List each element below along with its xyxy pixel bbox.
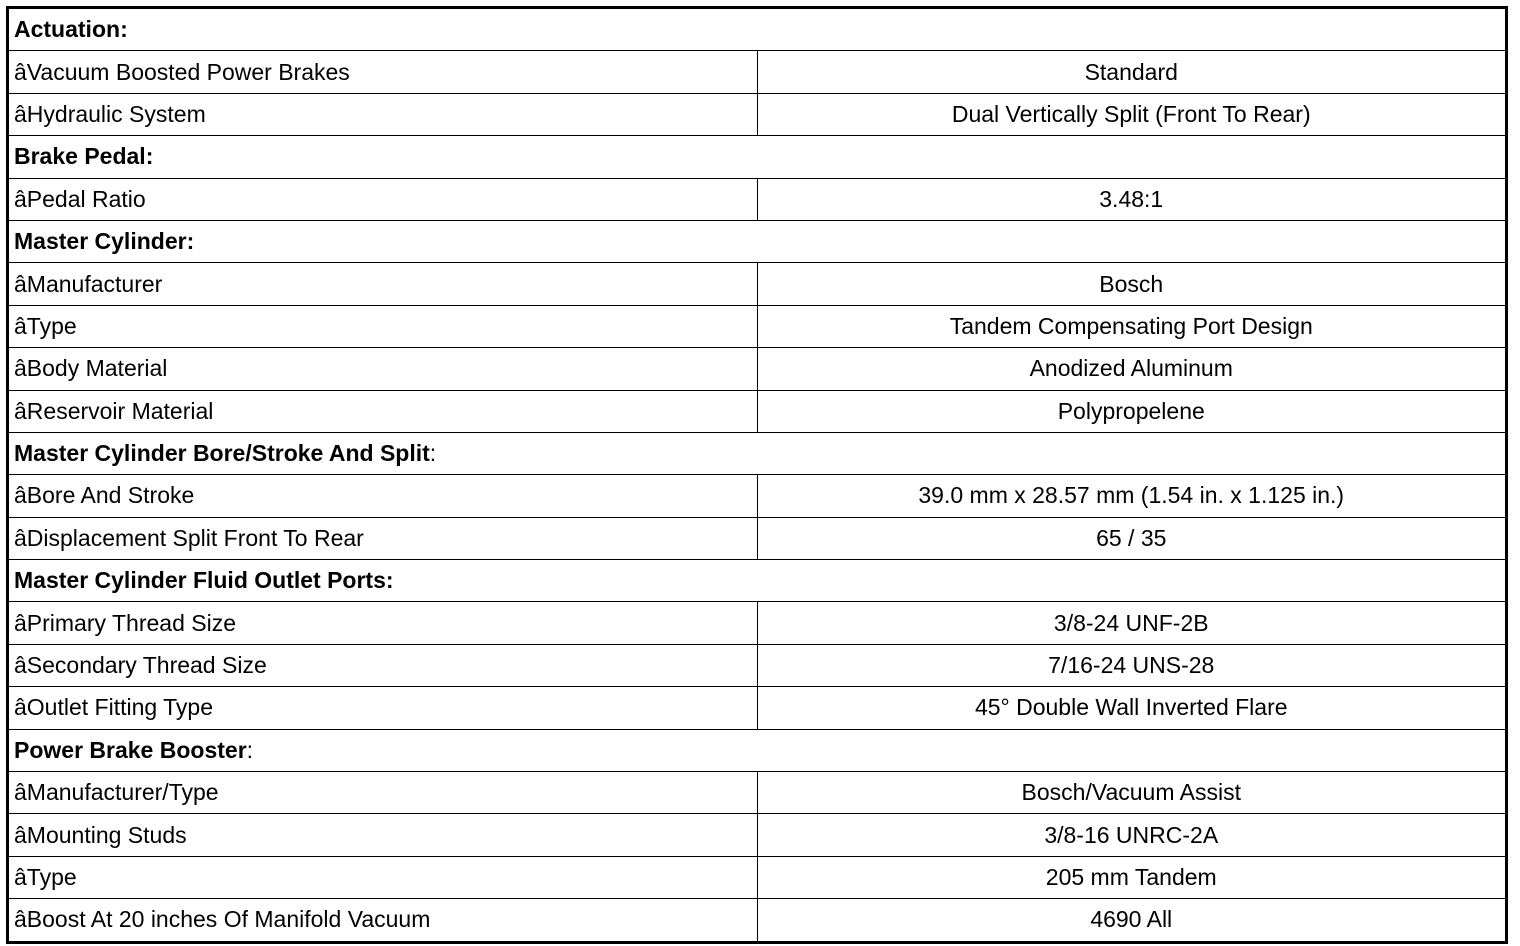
section-title-colon: :	[246, 736, 254, 763]
spec-row	[8, 856, 1507, 898]
spec-value: 3/8-24 UNF-2B	[757, 602, 1507, 644]
spec-label: âType	[8, 856, 758, 898]
section-header-row	[8, 729, 1507, 771]
section-title	[8, 136, 1507, 178]
spec-value: 39.0 mm x 28.57 mm (1.54 in. x 1.125 in.)	[757, 475, 1507, 517]
section-title	[8, 560, 1507, 602]
spec-row	[8, 475, 1507, 517]
spec-label: âBore And Stroke	[8, 475, 758, 517]
spec-label: âOutlet Fitting Type	[8, 687, 758, 729]
spec-row	[8, 178, 1507, 220]
spec-row	[8, 644, 1507, 686]
spec-row	[8, 814, 1507, 856]
spec-label: âPrimary Thread Size	[8, 602, 758, 644]
spec-label: âBoost At 20 inches Of Manifold Vacuum	[8, 899, 758, 942]
spec-row	[8, 899, 1507, 942]
spec-table-body	[8, 8, 1507, 943]
spec-label: âSecondary Thread Size	[8, 644, 758, 686]
spec-value: Bosch/Vacuum Assist	[757, 772, 1507, 814]
spec-value: 65 / 35	[757, 517, 1507, 559]
section-title-colon: :	[145, 143, 154, 170]
brake-specifications-table	[6, 6, 1508, 944]
spec-value: 3/8-16 UNRC-2A	[757, 814, 1507, 856]
section-title-colon: :	[120, 16, 128, 43]
spec-row	[8, 687, 1507, 729]
section-header-row	[8, 560, 1507, 602]
spec-value: 4690 All	[757, 899, 1507, 942]
spec-label: âManufacturer	[8, 263, 758, 305]
spec-row	[8, 51, 1507, 93]
spec-value: Dual Vertically Split (Front To Rear)	[757, 93, 1507, 135]
spec-row	[8, 305, 1507, 347]
spec-value: Polypropelene	[757, 390, 1507, 432]
section-title	[8, 729, 1507, 771]
section-title	[8, 432, 1507, 474]
spec-value: 3.48:1	[757, 178, 1507, 220]
spec-label: âVacuum Boosted Power Brakes	[8, 51, 758, 93]
section-title-text: Master Cylinder Fluid Outlet Ports	[14, 567, 386, 594]
section-title-text: Master Cylinder	[14, 228, 187, 255]
section-header-row	[8, 432, 1507, 474]
spec-value: Standard	[757, 51, 1507, 93]
spec-row	[8, 772, 1507, 814]
section-title-text: Brake Pedal	[14, 143, 146, 170]
spec-row	[8, 348, 1507, 390]
section-header-row	[8, 136, 1507, 178]
spec-label: âBody Material	[8, 348, 758, 390]
section-title-colon: :	[186, 228, 195, 255]
spec-row	[8, 602, 1507, 644]
spec-value: Anodized Aluminum	[757, 348, 1507, 390]
spec-value: 205 mm Tandem	[757, 856, 1507, 898]
section-title-text: Actuation	[14, 16, 121, 43]
section-title-colon: :	[429, 440, 437, 467]
spec-label: âPedal Ratio	[8, 178, 758, 220]
section-title-text: Master Cylinder Bore/Stroke And Split	[14, 440, 430, 467]
section-title-colon: :	[385, 567, 394, 594]
section-title	[8, 8, 1507, 51]
spec-label: âDisplacement Split Front To Rear	[8, 517, 758, 559]
spec-label: âType	[8, 305, 758, 347]
spec-label: âReservoir Material	[8, 390, 758, 432]
spec-label: âHydraulic System	[8, 93, 758, 135]
spec-row	[8, 517, 1507, 559]
section-title	[8, 220, 1507, 262]
spec-value: Bosch	[757, 263, 1507, 305]
spec-row	[8, 390, 1507, 432]
section-title-text: Power Brake Booster	[14, 736, 247, 763]
spec-value: 45° Double Wall Inverted Flare	[757, 687, 1507, 729]
spec-value: Tandem Compensating Port Design	[757, 305, 1507, 347]
spec-label: âManufacturer/Type	[8, 772, 758, 814]
section-header-row	[8, 220, 1507, 262]
spec-label: âMounting Studs	[8, 814, 758, 856]
section-header-row	[8, 8, 1507, 51]
spec-value: 7/16-24 UNS-28	[757, 644, 1507, 686]
spec-row	[8, 93, 1507, 135]
spec-row	[8, 263, 1507, 305]
